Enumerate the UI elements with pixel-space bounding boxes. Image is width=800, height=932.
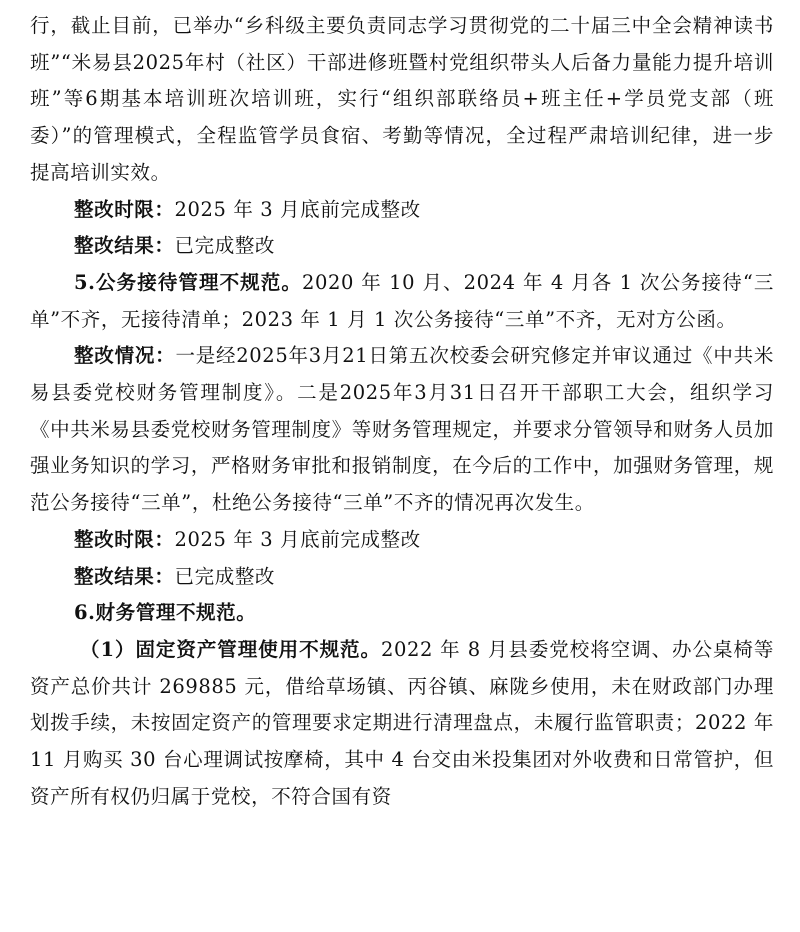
deadline-label: 整改时限： [74, 197, 175, 221]
paragraph-text: 2022 年 8 月县委党校将空调、办公桌椅等资产总价共计 269885 元，借给草场镇、丙谷镇、麻陇乡使用，未在财政部门办理划拨手续，未按固定资产的管理要求定期进行清理盘点，未履行监管职责；2022 年 11 月购买 30 台心理调试按摩椅，其中 4 台交由米投集团对外收费和日常管护，但资产所有权仍归属于党校，不符合国有资 [30, 637, 774, 808]
paragraph-deadline-2 [30, 522, 774, 559]
paragraph-result-2 [30, 559, 774, 596]
section-heading-6: 6.财务管理不规范。 [74, 601, 257, 625]
paragraph-training-management [30, 8, 774, 192]
paragraph-reception-issue [30, 265, 774, 338]
result-text: 已完成整改 [174, 234, 276, 258]
result-label: 整改结果： [74, 234, 175, 258]
deadline-text: 2025 年 3 月底前完成整改 [174, 197, 421, 221]
paragraph-rectification-status [30, 338, 774, 522]
paragraph-text: 2020 年 10 月、2024 年 4 月各 1 次公务接待“三单”不齐，无接待清单；2023 年 1 月 1 次公务接待“三单”不齐，无对方公函。 [30, 270, 774, 331]
section-heading-5: 5.公务接待管理不规范。 [74, 270, 302, 294]
deadline-text: 2025 年 3 月底前完成整改 [174, 527, 421, 551]
deadline-label: 整改时限： [74, 527, 175, 551]
paragraph-fixed-assets [30, 632, 774, 816]
result-label: 整改结果： [74, 564, 175, 588]
paragraph-text: 行，截止目前，已举办“乡科级主要负责同志学习贯彻党的二十届三中全会精神读书班”“米易县2025年村（社区）干部进修班暨村党组织带头人后备力量能力提升培训班”等6期基本培训班次培训班，实行“组织部联络员+班主任+学员党支部（班委）”的管理模式，全程监管学员食宿、考勤等情况，全过程严肃培训纪律，进一步提高培训实效。 [30, 14, 774, 184]
subsection-heading-1: （1）固定资产管理使用不规范。 [80, 637, 381, 661]
status-text: 一是经2025年3月21日第五次校委会研究修定并审议通过《中共米易县委党校财务管理制度》。二是2025年3月31日召开干部职工大会，组织学习《中共米易县委党校财务管理制度》等财务管理规定，并要求分管领导和财务人员加强业务知识的学习，严格财务审批和报销制度，在今后的工作中，加强财务管理，规范公务接待“三单”，杜绝公务接待“三单”不齐的情况再次发生。 [30, 344, 774, 515]
result-text: 已完成整改 [174, 564, 276, 588]
paragraph-finance-heading [30, 595, 774, 632]
paragraph-result [30, 228, 774, 265]
paragraph-deadline [30, 192, 774, 229]
status-label: 整改情况： [74, 344, 176, 368]
